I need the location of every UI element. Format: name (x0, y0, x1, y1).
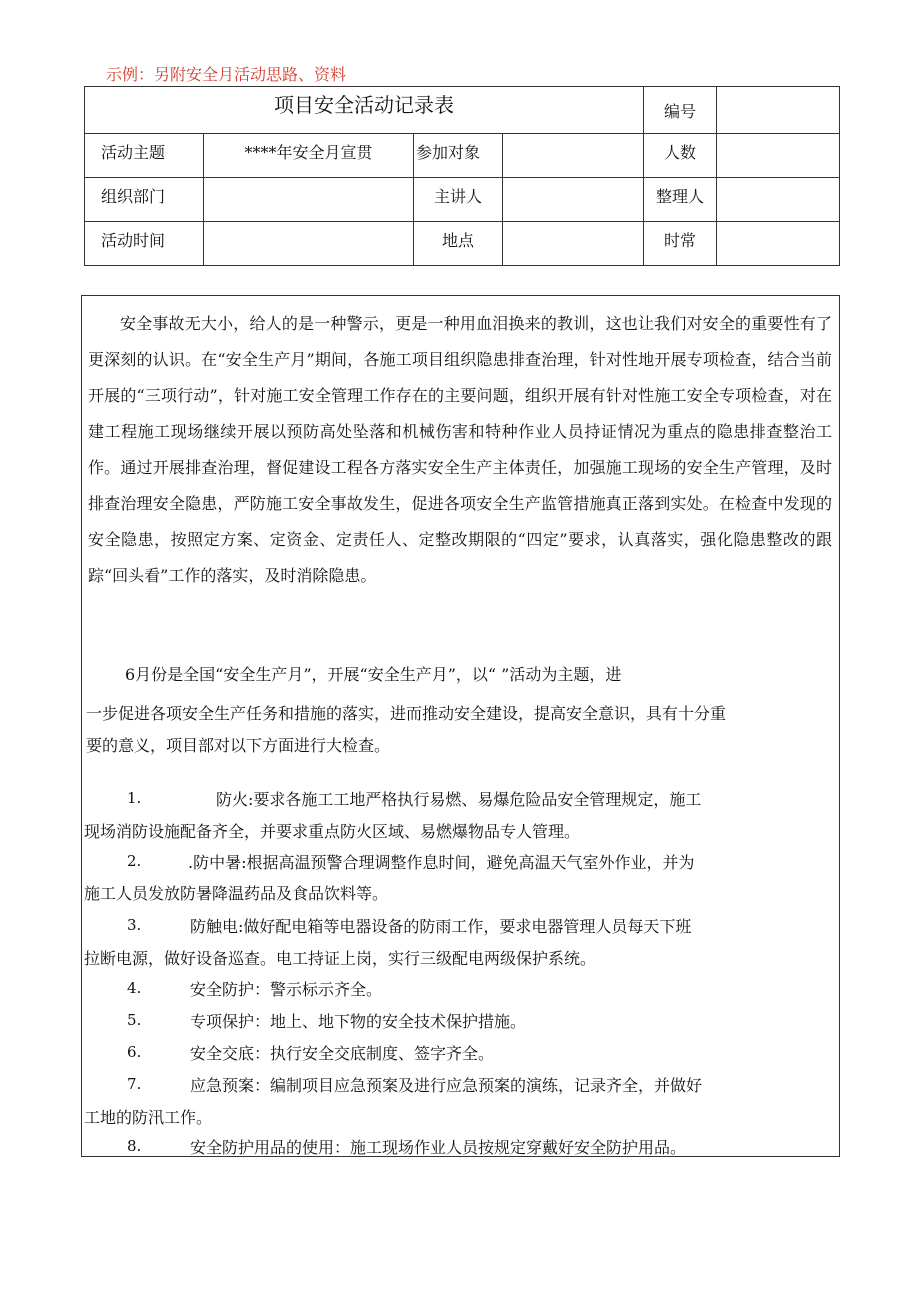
participants-value[interactable] (503, 134, 643, 140)
item-line: 安全防护用品的使用：施工现场作业人员按规定穿戴好安全防护用品。 (190, 1138, 687, 1157)
item-number: 8. (127, 1137, 142, 1155)
item-number: 2. (127, 852, 142, 870)
speaker-label: 主讲人 (433, 187, 482, 206)
time-label: 活动时间 (101, 231, 166, 250)
item-number: 6. (127, 1043, 142, 1061)
number-value[interactable] (717, 87, 839, 93)
duration-value[interactable] (717, 222, 839, 228)
number-value-cell[interactable] (717, 87, 840, 134)
dept-value[interactable] (204, 178, 413, 184)
time-value[interactable] (204, 222, 413, 228)
dept-label: 组织部门 (101, 187, 166, 206)
recorder-value[interactable] (717, 178, 839, 184)
item-line: 施工人员发放防暑降温药品及食品饮料等。 (84, 884, 389, 903)
example-note: 示例：另附安全月活动思路、资料 (106, 65, 347, 84)
item-line: 现场消防设施配备齐全，并要求重点防火区域、易燃爆物品专人管理。 (84, 822, 581, 841)
item-line: 拉断电源，做好设备巡查。电工持证上岗，实行三级配电两级保护系统。 (84, 949, 597, 968)
item-number: 3. (127, 916, 142, 934)
item-number: 7. (127, 1075, 142, 1093)
table-title: 项目安全活动记录表 (274, 93, 454, 117)
recorder-label: 整理人 (655, 187, 704, 206)
item-number: 5. (127, 1011, 142, 1029)
item-number: 1. (127, 789, 142, 807)
place-label: 地点 (441, 231, 474, 250)
topic-label: 活动主题 (101, 143, 166, 162)
item-line: 防火:要求各施工工地严格执行易燃、易爆危险品安全管理规定，施工 (216, 790, 702, 809)
item-line: 工地的防汛工作。 (84, 1108, 213, 1127)
para2-line2: 一步促进各项安全生产任务和措施的落实，进而推动安全建设，提高安全意识，具有十分重 (86, 704, 727, 723)
para2-line1: 6月份是全国“安全生产月”，开展“安全生产月”，以“ ”活动为主题，进 (125, 665, 622, 684)
item-line: 防触电:做好配电箱等电器设备的防雨工作，要求电器管理人员每天下班 (190, 917, 692, 936)
item-number: 4. (127, 979, 142, 997)
table-title-cell (85, 87, 644, 134)
number-label-cell (644, 87, 717, 134)
item-line: .防中暑:根据高温预警合理调整作息时间，避免高温天气室外作业，并为 (188, 853, 695, 872)
count-value[interactable] (717, 134, 839, 140)
number-label: 编号 (663, 102, 696, 121)
item-line: 安全交底：执行安全交底制度、签字齐全。 (190, 1044, 495, 1063)
topic-value[interactable]: ****年安全月宣贯 (244, 143, 373, 162)
duration-label: 时常 (663, 231, 696, 250)
item-line: 专项保护：地上、地下物的安全技术保护措施。 (190, 1012, 527, 1031)
item-line: 应急预案：编制项目应急预案及进行应急预案的演练，记录齐全，并做好 (190, 1076, 703, 1095)
activity-record-table (84, 86, 840, 266)
speaker-value[interactable] (503, 178, 643, 184)
place-value[interactable] (503, 222, 643, 228)
para2-line3: 要的意义，项目部对以下方面进行大检查。 (86, 736, 391, 755)
participants-label: 参加对象 (416, 143, 481, 162)
count-label: 人数 (663, 143, 696, 162)
content-box (81, 295, 840, 1157)
intro-paragraph: 安全事故无大小，给人的是一种警示，更是一种用血泪换来的教训，这也让我们对安全的重要性有了更深刻的认识。在“安全生产月”期间，各施工项目组织隐患排查治理，针对性地开展专项检查，结合当前开展的“三项行动”，针对施工安全管理工作存在的主要问题，组织开展有针对性施工安全专项检查，对在建工程施工现场继续开展以预防高处坠落和机械伤害和特种作业人员持证情况为重点的隐患排查整治工作。通过开展排查治理，督促建设工程各方落实安全生产主体责任，加强施工现场的安全生产管理，及时排查治理安全隐患，严防施工安全事故发生，促进各项安全生产监管措施真正落到实处。在检查中发现的安全隐患，按照定方案、定资金、定责任人、定整改期限的“四定”要求，认真落实，强化隐患整改的跟踪“回头看”工作的落实，及时消除隐患。 (88, 314, 832, 585)
item-line: 安全防护：警示标示齐全。 (190, 980, 383, 999)
